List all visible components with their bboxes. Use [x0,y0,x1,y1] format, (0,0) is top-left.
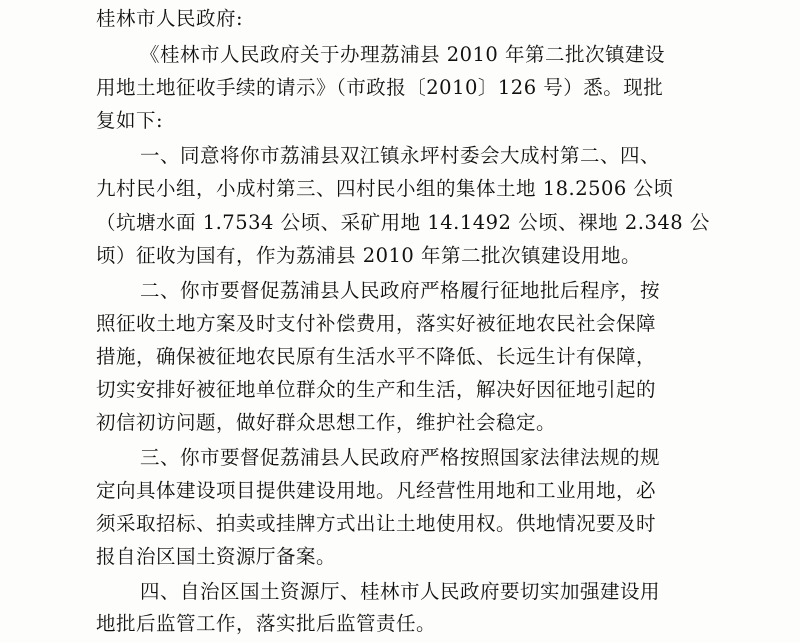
paragraph-line: 二、你市要督促荔浦县人民政府严格履行征地批后程序，按 [140,279,661,302]
paragraph-line: 三、你市要督促荔浦县人民政府严格按照国家法律法规的规 [140,446,661,469]
paragraph-line: 定向具体建设项目提供建设用地。凡经营性用地和工业用地，必 [96,479,657,502]
paragraph-line: 地批后监管工作，落实批后监管责任。 [96,612,437,635]
addressee: 桂林市人民政府: [96,7,244,30]
paragraph-line: 复如下: [96,109,164,132]
paragraph-line: 用地土地征收手续的请示》（市政报〔2010〕126 号）悉。现批 [96,76,664,99]
paragraph-line: 措施，确保被征地农民原有生活水平不降低、长远生计有保障， [96,345,657,368]
paragraph-line: 须采取招标、拍卖或挂牌方式出让土地使用权。供地情况要及时 [96,512,657,535]
paragraph-line: 切实安排好被征地单位群众的生产和生活，解决好因征地引起的 [96,378,657,401]
paragraph-line: 报自治区国土资源厅备案。 [96,545,337,568]
paragraph-line: 照征收土地方案及时支付补偿费用，落实好被征地农民社会保障 [96,312,657,335]
paragraph-line: 一、同意将你市荔浦县双江镇永坪村委会大成村第二、四、 [140,144,661,167]
paragraph-line: 《桂林市人民政府关于办理荔浦县 2010 年第二批次镇建设 [140,43,666,66]
paragraph-line: 四、自治区国土资源厅、桂林市人民政府要切实加强建设用 [140,580,661,603]
paragraph-line: 初信初访问题，做好群众思想工作，维护社会稳定。 [96,411,557,434]
paragraph-line: 九村民小组，小成村第三、四村民小组的集体土地 18.2506 公顷 [96,177,674,200]
paragraph-line: 顷）征收为国有，作为荔浦县 2010 年第二批次镇建设用地。 [96,244,642,267]
paragraph-line: （坑塘水面 1.7534 公顷、采矿用地 14.1492 公顷、裸地 2.348 公 [96,211,710,234]
